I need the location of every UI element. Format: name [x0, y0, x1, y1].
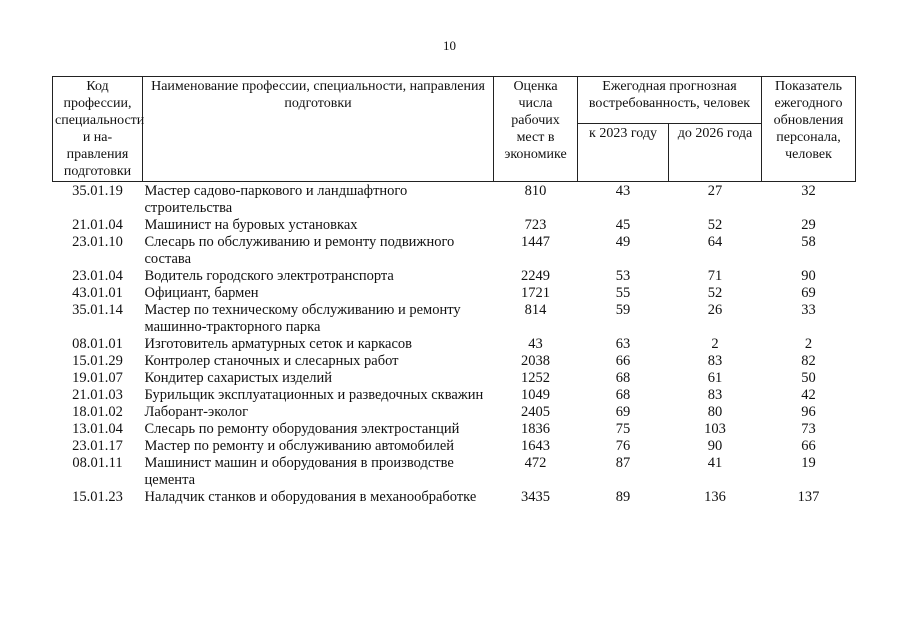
row-demand-2023: 76	[615, 438, 631, 454]
row-demand-2023: 53	[615, 268, 631, 284]
row-demand-2026: 83	[707, 387, 723, 403]
row-demand-2023: 68	[615, 370, 631, 386]
header-code: Код профессии, специальности и на-правления подготовки	[53, 77, 143, 182]
row-demand-2023: 63	[615, 336, 631, 352]
row-demand-2026: 41	[707, 455, 723, 471]
row-name: Контролер станочных и слесарных работ	[144, 353, 399, 369]
row-workers: 1252	[521, 370, 550, 386]
row-workers: 2249	[521, 268, 550, 284]
row-name: Мастер садово-паркового и ландшафтного строительства	[144, 183, 408, 216]
table-row	[53, 387, 856, 404]
row-workers: 723	[524, 217, 547, 233]
row-name: Слесарь по обслуживанию и ремонту подвижного состава	[144, 234, 455, 267]
row-workers: 43	[528, 336, 543, 352]
row-demand-2026: 61	[707, 370, 723, 386]
row-renewal: 66	[801, 438, 816, 454]
row-demand-2026: 27	[707, 183, 723, 199]
row-renewal: 96	[801, 404, 816, 420]
row-code: 43.01.01	[72, 285, 123, 301]
row-name: Мастер по техническому обслуживанию и ремонту машинно-тракторного парка	[144, 302, 461, 335]
row-name: Официант, бармен	[144, 285, 259, 301]
table-row	[53, 489, 856, 506]
row-demand-2026: 64	[707, 234, 723, 250]
row-demand-2026: 52	[707, 217, 723, 233]
row-workers: 1447	[521, 234, 550, 250]
row-demand-2023: 66	[615, 353, 631, 369]
row-name: Слесарь по ремонту оборудования электростанций	[144, 421, 460, 437]
header-name: Наименование профессии, специальности, направления подготовки	[143, 77, 494, 182]
row-code: 23.01.10	[72, 234, 123, 250]
row-workers: 814	[524, 302, 547, 318]
row-demand-2023: 68	[615, 387, 631, 403]
row-code: 08.01.01	[72, 336, 123, 352]
row-workers: 472	[524, 455, 547, 471]
row-renewal: 29	[801, 217, 816, 233]
row-workers: 2405	[521, 404, 550, 420]
row-code: 15.01.23	[72, 489, 123, 505]
row-name: Машинист на буровых установках	[144, 217, 358, 233]
table-row	[53, 217, 856, 234]
row-name: Изготовитель арматурных сеток и каркасов	[144, 336, 413, 352]
row-name: Бурильщик эксплуатационных и разведочных скважин	[144, 387, 484, 403]
row-workers: 1049	[521, 387, 550, 403]
table-row	[53, 455, 856, 489]
row-workers: 2038	[521, 353, 550, 369]
row-renewal: 33	[801, 302, 816, 318]
table-row	[53, 302, 856, 336]
table-row	[53, 268, 856, 285]
row-demand-2023: 55	[615, 285, 631, 301]
row-renewal: 32	[801, 183, 816, 199]
table-body	[53, 182, 856, 507]
row-demand-2023: 75	[615, 421, 631, 437]
row-workers: 3435	[521, 489, 550, 505]
row-name: Наладчик станков и оборудования в механообработке	[144, 489, 477, 505]
row-name: Мастер по ремонту и обслуживанию автомобилей	[144, 438, 455, 454]
table-row	[53, 370, 856, 387]
table-header	[53, 77, 856, 182]
table-row	[53, 234, 856, 268]
table-row	[53, 421, 856, 438]
row-workers: 1836	[521, 421, 550, 437]
row-demand-2023: 45	[615, 217, 631, 233]
row-demand-2026: 90	[707, 438, 723, 454]
row-code: 19.01.07	[72, 370, 123, 386]
row-demand-2026: 103	[704, 421, 726, 437]
row-demand-2023: 49	[615, 234, 631, 250]
table-row	[53, 285, 856, 302]
row-name: Машинист машин и оборудования в производстве цемента	[144, 455, 454, 488]
row-code: 35.01.14	[72, 302, 123, 318]
table-row	[53, 438, 856, 455]
row-renewal: 50	[801, 370, 816, 386]
row-workers: 1643	[521, 438, 550, 454]
row-workers: 810	[524, 183, 547, 199]
row-code: 21.01.03	[72, 387, 123, 403]
row-renewal: 2	[804, 336, 813, 352]
row-renewal: 73	[801, 421, 816, 437]
row-code: 08.01.11	[72, 455, 123, 471]
header-workers: Оценка числа рабочих мест в экономике	[494, 77, 578, 182]
row-code: 13.01.04	[72, 421, 123, 437]
row-renewal: 90	[801, 268, 816, 284]
row-renewal: 58	[801, 234, 816, 250]
row-code: 23.01.04	[72, 268, 123, 284]
row-name: Лаборант-эколог	[144, 404, 249, 420]
row-renewal: 137	[797, 489, 820, 505]
table-row	[53, 353, 856, 370]
row-demand-2023: 43	[615, 183, 631, 199]
table-row	[53, 182, 856, 218]
row-demand-2023: 87	[615, 455, 631, 471]
row-demand-2023: 89	[615, 489, 631, 505]
row-code: 15.01.29	[72, 353, 123, 369]
row-renewal: 42	[801, 387, 816, 403]
row-renewal: 82	[801, 353, 816, 369]
row-demand-2026: 52	[707, 285, 723, 301]
row-demand-2026: 83	[707, 353, 723, 369]
row-renewal: 69	[801, 285, 816, 301]
row-code: 21.01.04	[72, 217, 123, 233]
header-demand-2026: до 2026 года	[669, 124, 762, 182]
row-demand-2023: 59	[615, 302, 631, 318]
header-renewal: Показатель ежегодного обновления персонала, человек	[762, 77, 856, 182]
row-demand-2026: 80	[707, 404, 723, 420]
row-name: Водитель городского электротранспорта	[144, 268, 394, 284]
header-demand-2023: к 2023 году	[578, 124, 669, 182]
row-code: 35.01.19	[72, 183, 123, 199]
row-demand-2026: 136	[704, 489, 726, 505]
header-demand: Ежегодная прогнозная востребованность, человек	[578, 77, 762, 124]
row-workers: 1721	[521, 285, 550, 301]
data-table	[52, 76, 856, 506]
table-row	[53, 404, 856, 421]
row-code: 18.01.02	[72, 404, 123, 420]
row-name: Кондитер сахаристых изделий	[144, 370, 332, 386]
page-number: 10	[443, 38, 456, 53]
row-demand-2026: 26	[707, 302, 723, 318]
table-row	[53, 336, 856, 353]
row-demand-2026: 2	[711, 336, 719, 352]
row-code: 23.01.17	[72, 438, 123, 454]
row-demand-2023: 69	[615, 404, 631, 420]
row-demand-2026: 71	[707, 268, 723, 284]
row-renewal: 19	[801, 455, 816, 471]
